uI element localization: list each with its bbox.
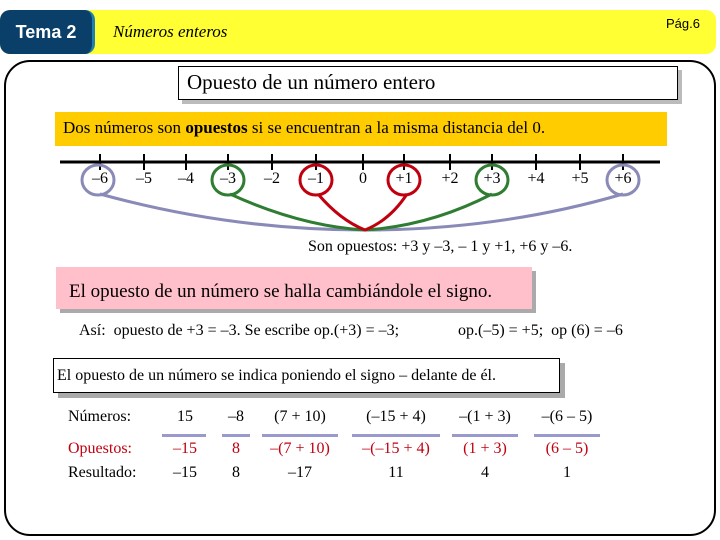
- table-cell-numbers: (–15 + 4): [366, 408, 426, 425]
- example-text-2: op.(–5) = +5; op (6) = –6: [458, 322, 623, 339]
- divider-6: [534, 434, 600, 437]
- table-cell-opposites: (6 – 5): [545, 440, 589, 457]
- opposites-text: Son opuestos: +3 y –3, – 1 y +1, +6 y –6.: [308, 238, 573, 255]
- divider-4: [352, 434, 440, 437]
- tick-label: –5: [136, 170, 152, 187]
- table-cell-numbers: –8: [228, 408, 244, 425]
- divider-5: [452, 434, 518, 437]
- definition-text-start: Dos números son: [63, 118, 186, 137]
- opposites-table: [0, 400, 720, 490]
- tick-label: +4: [527, 170, 545, 187]
- row-label-results: Resultado:: [68, 464, 137, 481]
- divider-1: [162, 434, 206, 437]
- tick-label: +2: [441, 170, 459, 187]
- table-cell-numbers: (7 + 10): [274, 408, 326, 425]
- definition-box: [55, 112, 667, 146]
- notation-box: El opuesto de un número se indica poniendo el signo – delante de él.: [53, 358, 560, 393]
- pair-arc-6: [100, 194, 623, 230]
- divider-2: [222, 434, 250, 437]
- divider-3: [262, 434, 338, 437]
- table-cell-results: –15: [173, 464, 197, 481]
- table-cell-results: 11: [388, 464, 404, 481]
- tick-label: –1: [308, 170, 324, 187]
- definition-keyword: opuestos: [185, 118, 248, 137]
- row-label-opposites: Opuestos:: [68, 440, 132, 457]
- table-cell-opposites: –(–15 + 4): [362, 440, 430, 457]
- table-cell-opposites: –(7 + 10): [270, 440, 330, 457]
- row-label-numbers: Números:: [68, 408, 132, 425]
- tick-label: 0: [359, 170, 367, 187]
- topic-tab[interactable]: [0, 10, 95, 54]
- header-bar: [0, 10, 716, 54]
- table-cell-results: 4: [481, 464, 489, 481]
- table-cell-opposites: 8: [232, 440, 240, 457]
- table-cell-results: 8: [232, 464, 240, 481]
- rule-box: El opuesto de un número se halla cambiándole el signo.: [56, 267, 532, 309]
- table-cell-numbers: –(1 + 3): [459, 408, 511, 425]
- topic-tab-label: Tema 2: [15, 21, 77, 42]
- table-cell-numbers: 15: [177, 408, 193, 425]
- table-cell-opposites: –15: [173, 440, 197, 457]
- definition-text-end: si se encuentran a la misma distancia del 0.: [247, 118, 546, 137]
- table-cell-results: 1: [563, 464, 571, 481]
- tick-label: +5: [571, 170, 589, 187]
- tick-label: –3: [220, 170, 236, 187]
- tick-label: –2: [264, 170, 280, 187]
- tick-label: +1: [395, 170, 413, 187]
- tick-label: –4: [178, 170, 194, 187]
- table-cell-numbers: –(6 – 5): [541, 408, 593, 425]
- tick-label: +3: [483, 170, 501, 187]
- section-title: Opuesto de un número entero: [178, 66, 678, 100]
- tick-label: –6: [92, 170, 108, 187]
- page-number: Pág.6: [666, 16, 700, 31]
- example-text-1: Así: opuesto de +3 = –3. Se escribe op.(+3) = –3;: [79, 322, 400, 339]
- tick-label: +6: [614, 170, 632, 187]
- table-cell-opposites: (1 + 3): [463, 440, 507, 457]
- header-title: Números enteros: [113, 22, 228, 41]
- table-cell-results: –17: [288, 464, 312, 481]
